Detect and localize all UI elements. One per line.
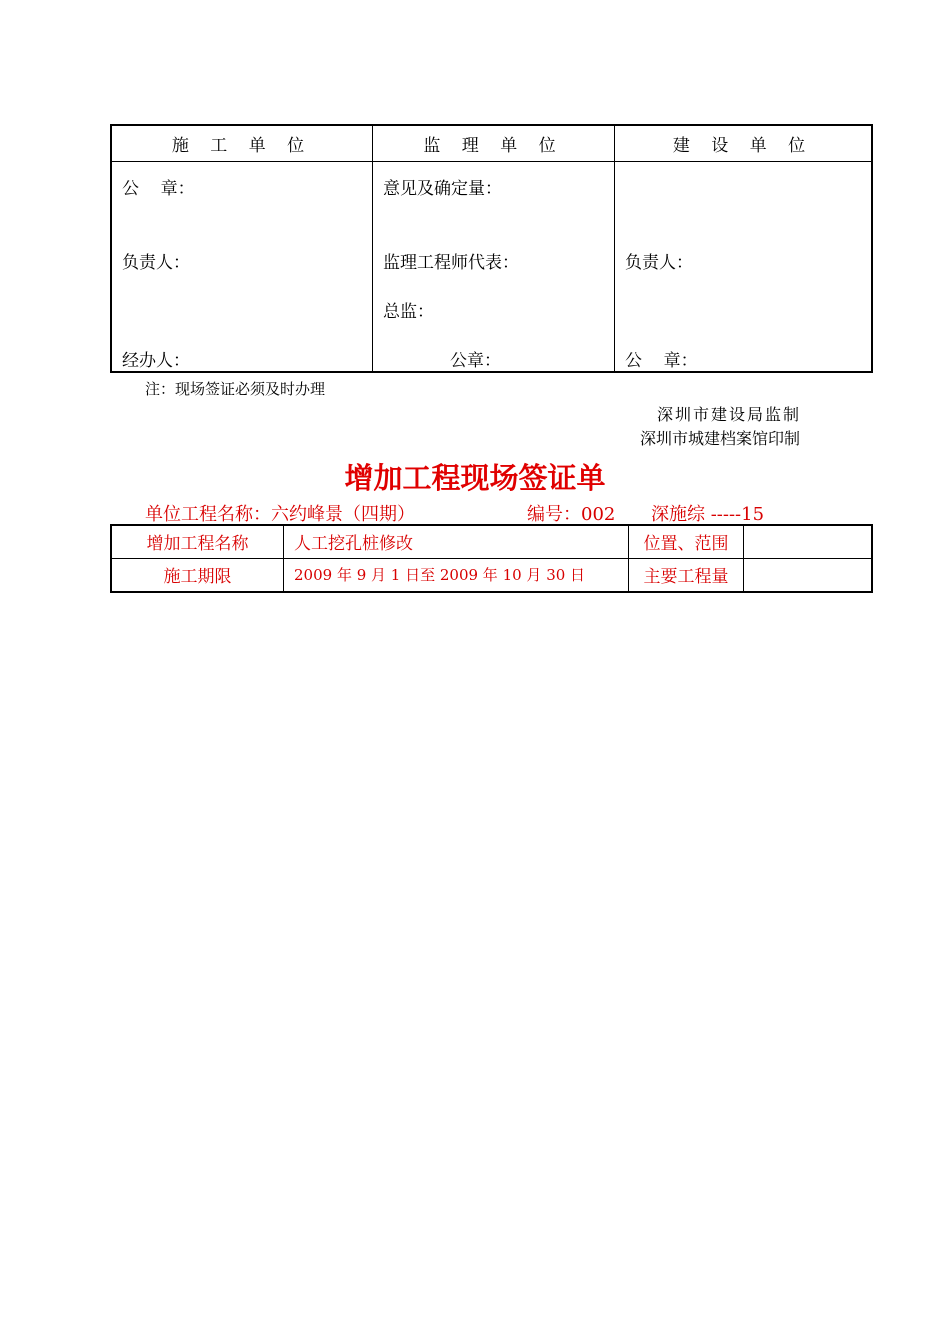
owner-seal-label: 公 章： <box>625 351 698 371</box>
header-contractor: 施 工 单 位 <box>112 126 373 162</box>
period-label: 施工期限 <box>112 559 284 592</box>
header-supervisor: 监 理 单 位 <box>373 126 615 162</box>
work-name-label: 增加工程名称 <box>112 526 284 559</box>
header-owner: 建 设 单 位 <box>615 126 871 162</box>
owner-person-label: 负责人： <box>625 253 693 273</box>
supervisor-engineer-label: 监理工程师代表： <box>383 253 519 273</box>
owner-cell <box>615 162 871 371</box>
work-name-value: 人工挖孔桩修改 <box>284 526 629 559</box>
signature-table <box>110 124 873 373</box>
issuer-line-2: 深圳市城建档案馆印制 <box>640 429 801 448</box>
project-name: 单位工程名称：六约峰景（四期） <box>145 504 415 525</box>
form-code: 深施综 -----15 <box>651 504 765 525</box>
quantity-value <box>744 559 871 592</box>
contractor-seal-label: 公 章： <box>122 179 195 199</box>
supervisor-chief-label: 总监： <box>383 302 434 322</box>
quantity-label: 主要工程量 <box>629 559 744 592</box>
form-number: 编号：002 <box>527 504 616 525</box>
contractor-handler-label: 经办人： <box>122 351 190 371</box>
supervisor-seal-label: 公章： <box>450 351 501 371</box>
contractor-person-label: 负责人： <box>122 253 190 273</box>
supervisor-opinion-label: 意见及确定量： <box>383 179 502 199</box>
location-label: 位置、范围 <box>629 526 744 559</box>
form-title <box>0 456 950 497</box>
contractor-cell <box>112 162 373 371</box>
supervisor-cell <box>373 162 615 371</box>
form-title-text: 增加工程现场签证单 <box>344 461 606 495</box>
note-text: 注：现场签证必须及时办理 <box>145 380 326 398</box>
additional-work-table <box>110 524 873 593</box>
period-value: 2009 年 9 月 1 日至 2009 年 10 月 30 日 <box>284 559 629 592</box>
location-value <box>744 526 871 559</box>
issuer-line-1: 深圳市建设局监制 <box>657 405 802 424</box>
